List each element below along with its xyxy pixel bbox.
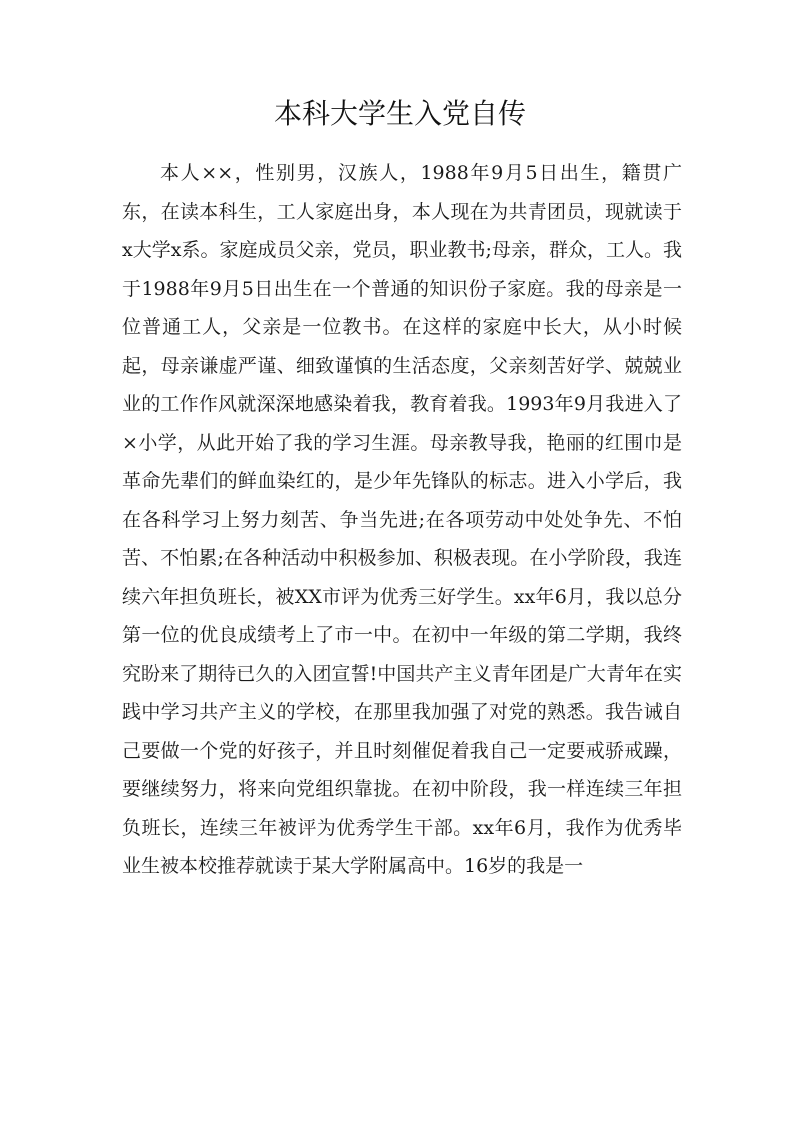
document-title: 本科大学生入党自传 <box>273 97 526 130</box>
document-body-paragraph: 本人××，性别男，汉族人，1988年9月5日出生，籍贯广东，在读本科生，工人家庭出身，本人现在为共青团员，现就读于x大学x系。家庭成员父亲，党员，职业教书;母亲，群众，工人。我于1988年9月5日出生在一个普通的知识份子家庭。我的母亲是一位普通工人，父亲是一位教书。在这样的家庭中长大，从小时候起，母亲谦虚严谨、细致谨慎的生活态度，父亲刻苦好学、兢兢业业的工作作风就深深地感染着我，教育着我。1993年9月我进入了×小学，从此开始了我的学习生涯。母亲教导我，艳丽的红围巾是革命先辈们的鲜血染红的，是少年先锋队的标志。进入小学后，我在各科学习上努力刻苦、争当先进;在各项劳动中处处争先、不怕苦、不怕累;在各种活动中积极参加、积极表现。在小学阶段，我连续六年担负班长，被XX市评为优秀三好学生。xx年6月，我以总分第一位的优良成绩考上了市一中。在初中一年级的第二学期，我终究盼来了期待已久的入团宣誓!中国共产主义青年团是广大青年在实践中学习共产主义的学校，在那里我加强了对党的熟悉。我告诫自己要做一个党的好孩子，并且时刻催促着我自己一定要戒骄戒躁，要继续努力，将来向党组织靠拢。在初中阶段，我一样连续三年担负班长，连续三年被评为优秀学生干部。xx年6月，我作为优秀毕业生被本校推荐就读于某大学附属高中。16岁的我是一 <box>122 162 682 877</box>
